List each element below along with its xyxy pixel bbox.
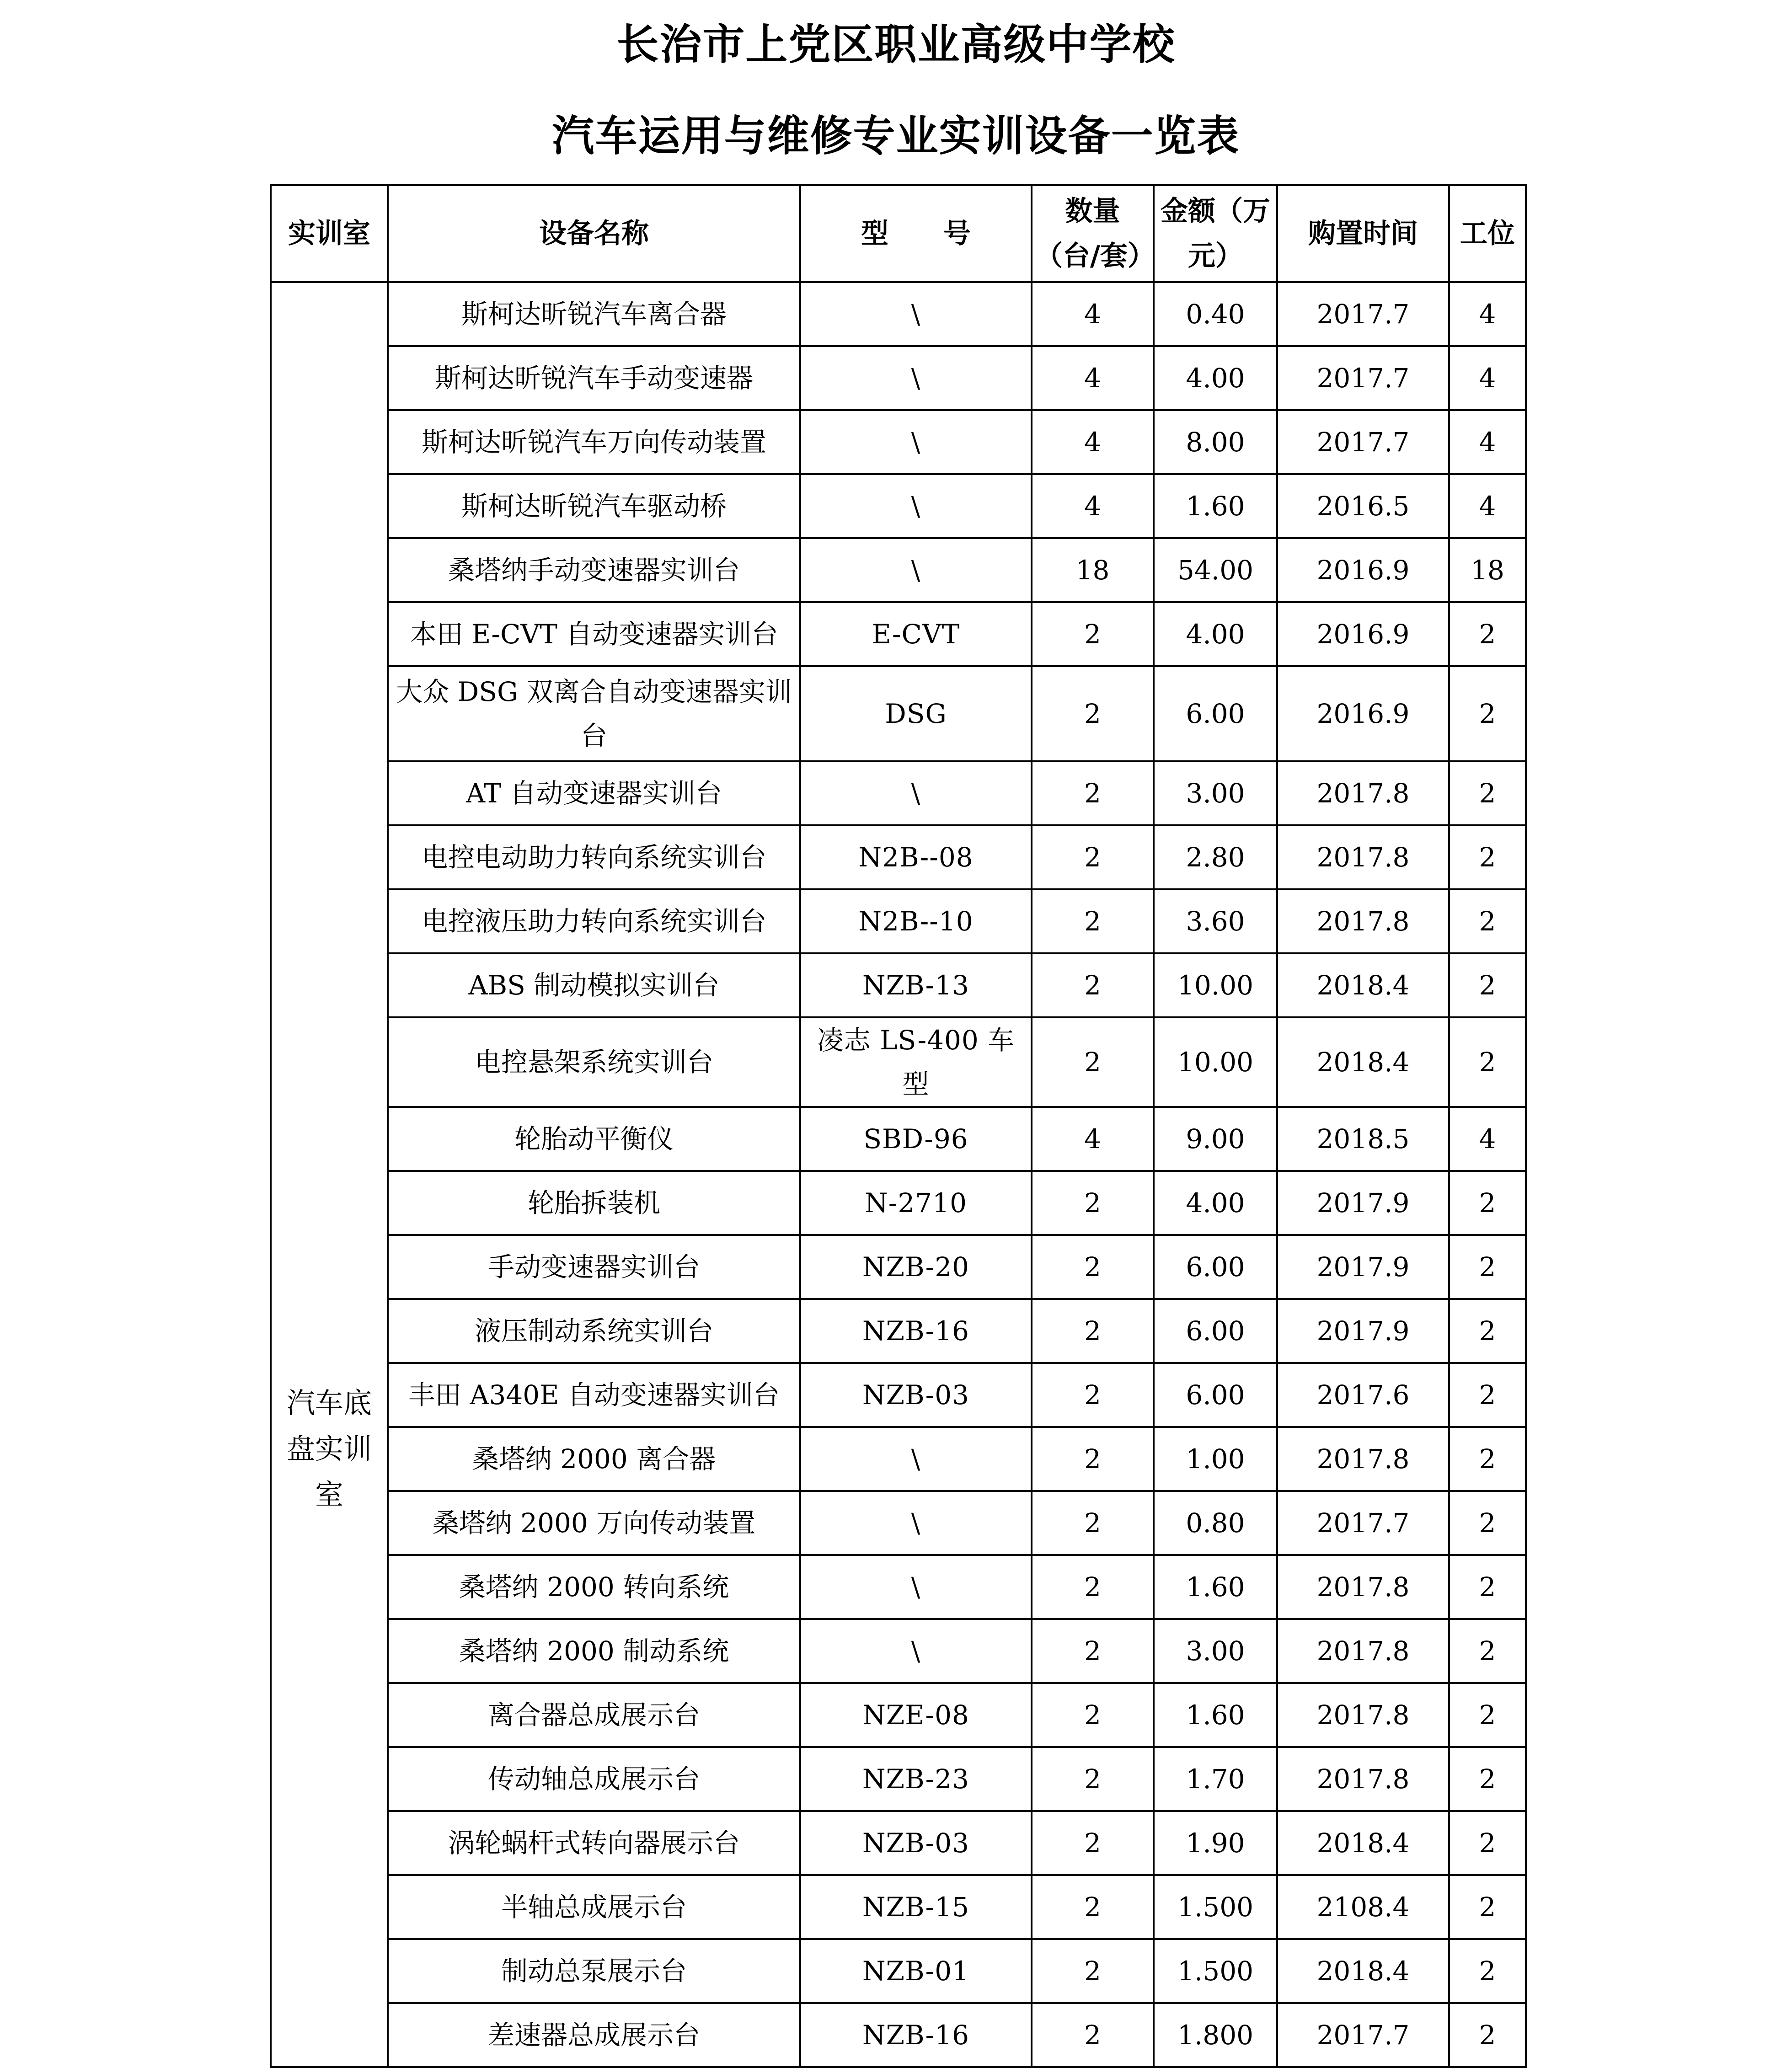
cell-amount: 4.00 [1154, 1171, 1277, 1235]
cell-qty: 2 [1032, 1875, 1154, 1939]
table-title: 汽车运用与维修专业实训设备一览表 [552, 112, 1240, 160]
cell-model: \ [800, 410, 1032, 474]
cell-date: 2017.6 [1277, 1363, 1449, 1427]
cell-date: 2018.5 [1277, 1107, 1449, 1171]
cell-qty: 2 [1032, 1491, 1154, 1555]
cell-model: NZB-01 [800, 1939, 1032, 2003]
cell-qty: 4 [1032, 410, 1154, 474]
cell-model: \ [800, 538, 1032, 602]
cell-amount: 1.800 [1154, 2003, 1277, 2067]
cell-model: NZB-03 [800, 1811, 1032, 1875]
cell-date: 2016.9 [1277, 602, 1449, 666]
cell-name: 轮胎拆装机 [388, 1171, 800, 1235]
cell-model: NZB-16 [800, 1299, 1032, 1363]
cell-qty: 2 [1032, 889, 1154, 953]
cell-model: E-CVT [800, 602, 1032, 666]
cell-model: NZB-16 [800, 2003, 1032, 2067]
table-row [271, 1017, 1526, 1107]
cell-date: 2017.7 [1277, 410, 1449, 474]
cell-amount: 2.80 [1154, 825, 1277, 889]
cell-model: N2B--10 [800, 889, 1032, 953]
cell-date: 2017.8 [1277, 1747, 1449, 1811]
cell-date: 2017.9 [1277, 1171, 1449, 1235]
cell-amount: 6.00 [1154, 1235, 1277, 1299]
cell-name: 半轴总成展示台 [388, 1875, 800, 1939]
header-model: 型 号 [800, 185, 1032, 282]
cell-qty: 4 [1032, 1107, 1154, 1171]
cell-position: 2 [1449, 1939, 1526, 2003]
table-row [271, 1491, 1526, 1555]
cell-name: 本田 E-CVT 自动变速器实训台 [388, 602, 800, 666]
cell-model: DSG [800, 666, 1032, 761]
table-row [271, 1747, 1526, 1811]
table-row [271, 1427, 1526, 1491]
cell-model: N2B--08 [800, 825, 1032, 889]
table-row [271, 1683, 1526, 1747]
cell-qty: 2 [1032, 1427, 1154, 1491]
cell-model: \ [800, 1555, 1032, 1619]
header-name: 设备名称 [388, 185, 800, 282]
cell-date: 2018.4 [1277, 953, 1449, 1017]
cell-qty: 2 [1032, 1171, 1154, 1235]
cell-model: 凌志 LS-400 车型 [800, 1017, 1032, 1107]
cell-date: 2017.8 [1277, 825, 1449, 889]
cell-amount: 3.00 [1154, 761, 1277, 825]
cell-name: 斯柯达昕锐汽车驱动桥 [388, 474, 800, 538]
cell-name: 手动变速器实训台 [388, 1235, 800, 1299]
cell-model: NZB-03 [800, 1363, 1032, 1427]
cell-qty: 2 [1032, 1939, 1154, 2003]
cell-model: \ [800, 1619, 1032, 1683]
table-row [271, 953, 1526, 1017]
table-row [271, 1363, 1526, 1427]
table-row [271, 1939, 1526, 2003]
cell-model: SBD-96 [800, 1107, 1032, 1171]
cell-position: 2 [1449, 1171, 1526, 1235]
cell-amount: 1.70 [1154, 1747, 1277, 1811]
cell-date: 2018.4 [1277, 1017, 1449, 1107]
table-row [271, 1619, 1526, 1683]
cell-qty: 2 [1032, 1363, 1154, 1427]
cell-model: \ [800, 282, 1032, 346]
cell-position: 2 [1449, 889, 1526, 953]
cell-name: 桑塔纳 2000 离合器 [388, 1427, 800, 1491]
table-row [271, 2003, 1526, 2067]
header-room: 实训室 [271, 185, 388, 282]
cell-amount: 10.00 [1154, 953, 1277, 1017]
cell-name: 液压制动系统实训台 [388, 1299, 800, 1363]
header-date: 购置时间 [1277, 185, 1449, 282]
cell-model: \ [800, 346, 1032, 410]
cell-position: 2 [1449, 1427, 1526, 1491]
cell-qty: 2 [1032, 1299, 1154, 1363]
table-row [271, 538, 1526, 602]
cell-date: 2016.9 [1277, 538, 1449, 602]
table-row [271, 1107, 1526, 1171]
table-row [271, 666, 1526, 761]
cell-name: 斯柯达昕锐汽车万向传动装置 [388, 410, 800, 474]
cell-name: 电控液压助力转向系统实训台 [388, 889, 800, 953]
cell-amount: 9.00 [1154, 1107, 1277, 1171]
cell-qty: 2 [1032, 1747, 1154, 1811]
cell-amount: 4.00 [1154, 602, 1277, 666]
cell-qty: 2 [1032, 666, 1154, 761]
table-row [271, 1875, 1526, 1939]
cell-qty: 2 [1032, 1555, 1154, 1619]
header-amount: 金额（万元） [1154, 185, 1277, 282]
cell-model: NZB-13 [800, 953, 1032, 1017]
header-qty: 数量（台/套） [1032, 185, 1154, 282]
cell-model: \ [800, 1427, 1032, 1491]
cell-position: 2 [1449, 1811, 1526, 1875]
cell-qty: 2 [1032, 1683, 1154, 1747]
cell-name: 大众 DSG 双离合自动变速器实训台 [388, 666, 800, 761]
cell-amount: 8.00 [1154, 410, 1277, 474]
cell-position: 2 [1449, 1491, 1526, 1555]
cell-qty: 2 [1032, 825, 1154, 889]
cell-amount: 3.60 [1154, 889, 1277, 953]
cell-amount: 1.60 [1154, 474, 1277, 538]
cell-qty: 2 [1032, 1017, 1154, 1107]
table-row [271, 602, 1526, 666]
cell-amount: 1.60 [1154, 1555, 1277, 1619]
cell-date: 2017.8 [1277, 761, 1449, 825]
header-row [271, 185, 1526, 282]
cell-date: 2017.7 [1277, 282, 1449, 346]
header-position: 工位 [1449, 185, 1526, 282]
cell-name: 桑塔纳手动变速器实训台 [388, 538, 800, 602]
cell-position: 4 [1449, 282, 1526, 346]
cell-model: \ [800, 761, 1032, 825]
cell-date: 2017.9 [1277, 1235, 1449, 1299]
cell-position: 2 [1449, 1017, 1526, 1107]
cell-position: 2 [1449, 1747, 1526, 1811]
cell-position: 2 [1449, 1363, 1526, 1427]
cell-name: 差速器总成展示台 [388, 2003, 800, 2067]
table-row [271, 761, 1526, 825]
cell-name: 制动总泵展示台 [388, 1939, 800, 2003]
school-title: 长治市上党区职业高级中学校 [616, 20, 1176, 69]
table-row [271, 825, 1526, 889]
cell-position: 2 [1449, 825, 1526, 889]
cell-amount: 1.500 [1154, 1939, 1277, 2003]
table-row [271, 410, 1526, 474]
cell-name: 斯柯达昕锐汽车离合器 [388, 282, 800, 346]
cell-name: 斯柯达昕锐汽车手动变速器 [388, 346, 800, 410]
cell-position: 4 [1449, 1107, 1526, 1171]
cell-amount: 4.00 [1154, 346, 1277, 410]
cell-name: 离合器总成展示台 [388, 1683, 800, 1747]
table-row [271, 1171, 1526, 1235]
cell-date: 2017.7 [1277, 2003, 1449, 2067]
cell-position: 2 [1449, 602, 1526, 666]
equipment-table [270, 184, 1527, 2068]
cell-model: NZB-23 [800, 1747, 1032, 1811]
cell-position: 2 [1449, 1299, 1526, 1363]
table-body [271, 282, 1526, 2067]
cell-position: 2 [1449, 2003, 1526, 2067]
cell-amount: 1.90 [1154, 1811, 1277, 1875]
cell-name: 桑塔纳 2000 制动系统 [388, 1619, 800, 1683]
table-row [271, 889, 1526, 953]
cell-amount: 10.00 [1154, 1017, 1277, 1107]
cell-date: 2017.8 [1277, 1619, 1449, 1683]
cell-amount: 1.500 [1154, 1875, 1277, 1939]
cell-position: 4 [1449, 410, 1526, 474]
table-row [271, 1235, 1526, 1299]
cell-model: \ [800, 474, 1032, 538]
cell-position: 2 [1449, 761, 1526, 825]
cell-amount: 0.80 [1154, 1491, 1277, 1555]
cell-date: 2016.9 [1277, 666, 1449, 761]
cell-qty: 4 [1032, 474, 1154, 538]
table-row [271, 1299, 1526, 1363]
cell-date: 2017.8 [1277, 1427, 1449, 1491]
cell-model: N-2710 [800, 1171, 1032, 1235]
table-row [271, 282, 1526, 346]
cell-qty: 2 [1032, 761, 1154, 825]
cell-position: 18 [1449, 538, 1526, 602]
table-row [271, 346, 1526, 410]
cell-position: 4 [1449, 346, 1526, 410]
cell-name: AT 自动变速器实训台 [388, 761, 800, 825]
cell-qty: 2 [1032, 1235, 1154, 1299]
cell-model: \ [800, 1491, 1032, 1555]
cell-position: 2 [1449, 1235, 1526, 1299]
cell-date: 2017.8 [1277, 1555, 1449, 1619]
cell-date: 2108.4 [1277, 1875, 1449, 1939]
cell-date: 2018.4 [1277, 1811, 1449, 1875]
cell-qty: 2 [1032, 953, 1154, 1017]
cell-amount: 6.00 [1154, 666, 1277, 761]
cell-amount: 6.00 [1154, 1363, 1277, 1427]
cell-name: 电控电动助力转向系统实训台 [388, 825, 800, 889]
cell-name: 轮胎动平衡仪 [388, 1107, 800, 1171]
cell-amount: 54.00 [1154, 538, 1277, 602]
cell-date: 2017.7 [1277, 346, 1449, 410]
cell-position: 4 [1449, 474, 1526, 538]
cell-qty: 18 [1032, 538, 1154, 602]
cell-amount: 3.00 [1154, 1619, 1277, 1683]
cell-date: 2017.8 [1277, 1683, 1449, 1747]
cell-name: 传动轴总成展示台 [388, 1747, 800, 1811]
cell-model: NZB-20 [800, 1235, 1032, 1299]
cell-name: 桑塔纳 2000 转向系统 [388, 1555, 800, 1619]
cell-position: 2 [1449, 666, 1526, 761]
cell-name: 桑塔纳 2000 万向传动装置 [388, 1491, 800, 1555]
cell-date: 2016.5 [1277, 474, 1449, 538]
cell-date: 2017.9 [1277, 1299, 1449, 1363]
cell-name: 丰田 A340E 自动变速器实训台 [388, 1363, 800, 1427]
cell-qty: 2 [1032, 1619, 1154, 1683]
table-row [271, 474, 1526, 538]
cell-qty: 2 [1032, 1811, 1154, 1875]
cell-date: 2017.8 [1277, 889, 1449, 953]
cell-position: 2 [1449, 1683, 1526, 1747]
cell-qty: 4 [1032, 282, 1154, 346]
cell-model: NZE-08 [800, 1683, 1032, 1747]
cell-qty: 4 [1032, 346, 1154, 410]
cell-model: NZB-15 [800, 1875, 1032, 1939]
cell-amount: 6.00 [1154, 1299, 1277, 1363]
cell-amount: 0.40 [1154, 282, 1277, 346]
table-row [271, 1555, 1526, 1619]
table-row [271, 1811, 1526, 1875]
cell-name: 电控悬架系统实训台 [388, 1017, 800, 1107]
cell-position: 2 [1449, 1875, 1526, 1939]
cell-room: 汽车底盘实训室 [271, 282, 388, 2067]
cell-name: 涡轮蜗杆式转向器展示台 [388, 1811, 800, 1875]
cell-name: ABS 制动模拟实训台 [388, 953, 800, 1017]
cell-date: 2017.7 [1277, 1491, 1449, 1555]
cell-amount: 1.00 [1154, 1427, 1277, 1491]
cell-position: 2 [1449, 953, 1526, 1017]
cell-position: 2 [1449, 1555, 1526, 1619]
cell-qty: 2 [1032, 602, 1154, 666]
cell-position: 2 [1449, 1619, 1526, 1683]
cell-amount: 1.60 [1154, 1683, 1277, 1747]
cell-qty: 2 [1032, 2003, 1154, 2067]
cell-date: 2018.4 [1277, 1939, 1449, 2003]
